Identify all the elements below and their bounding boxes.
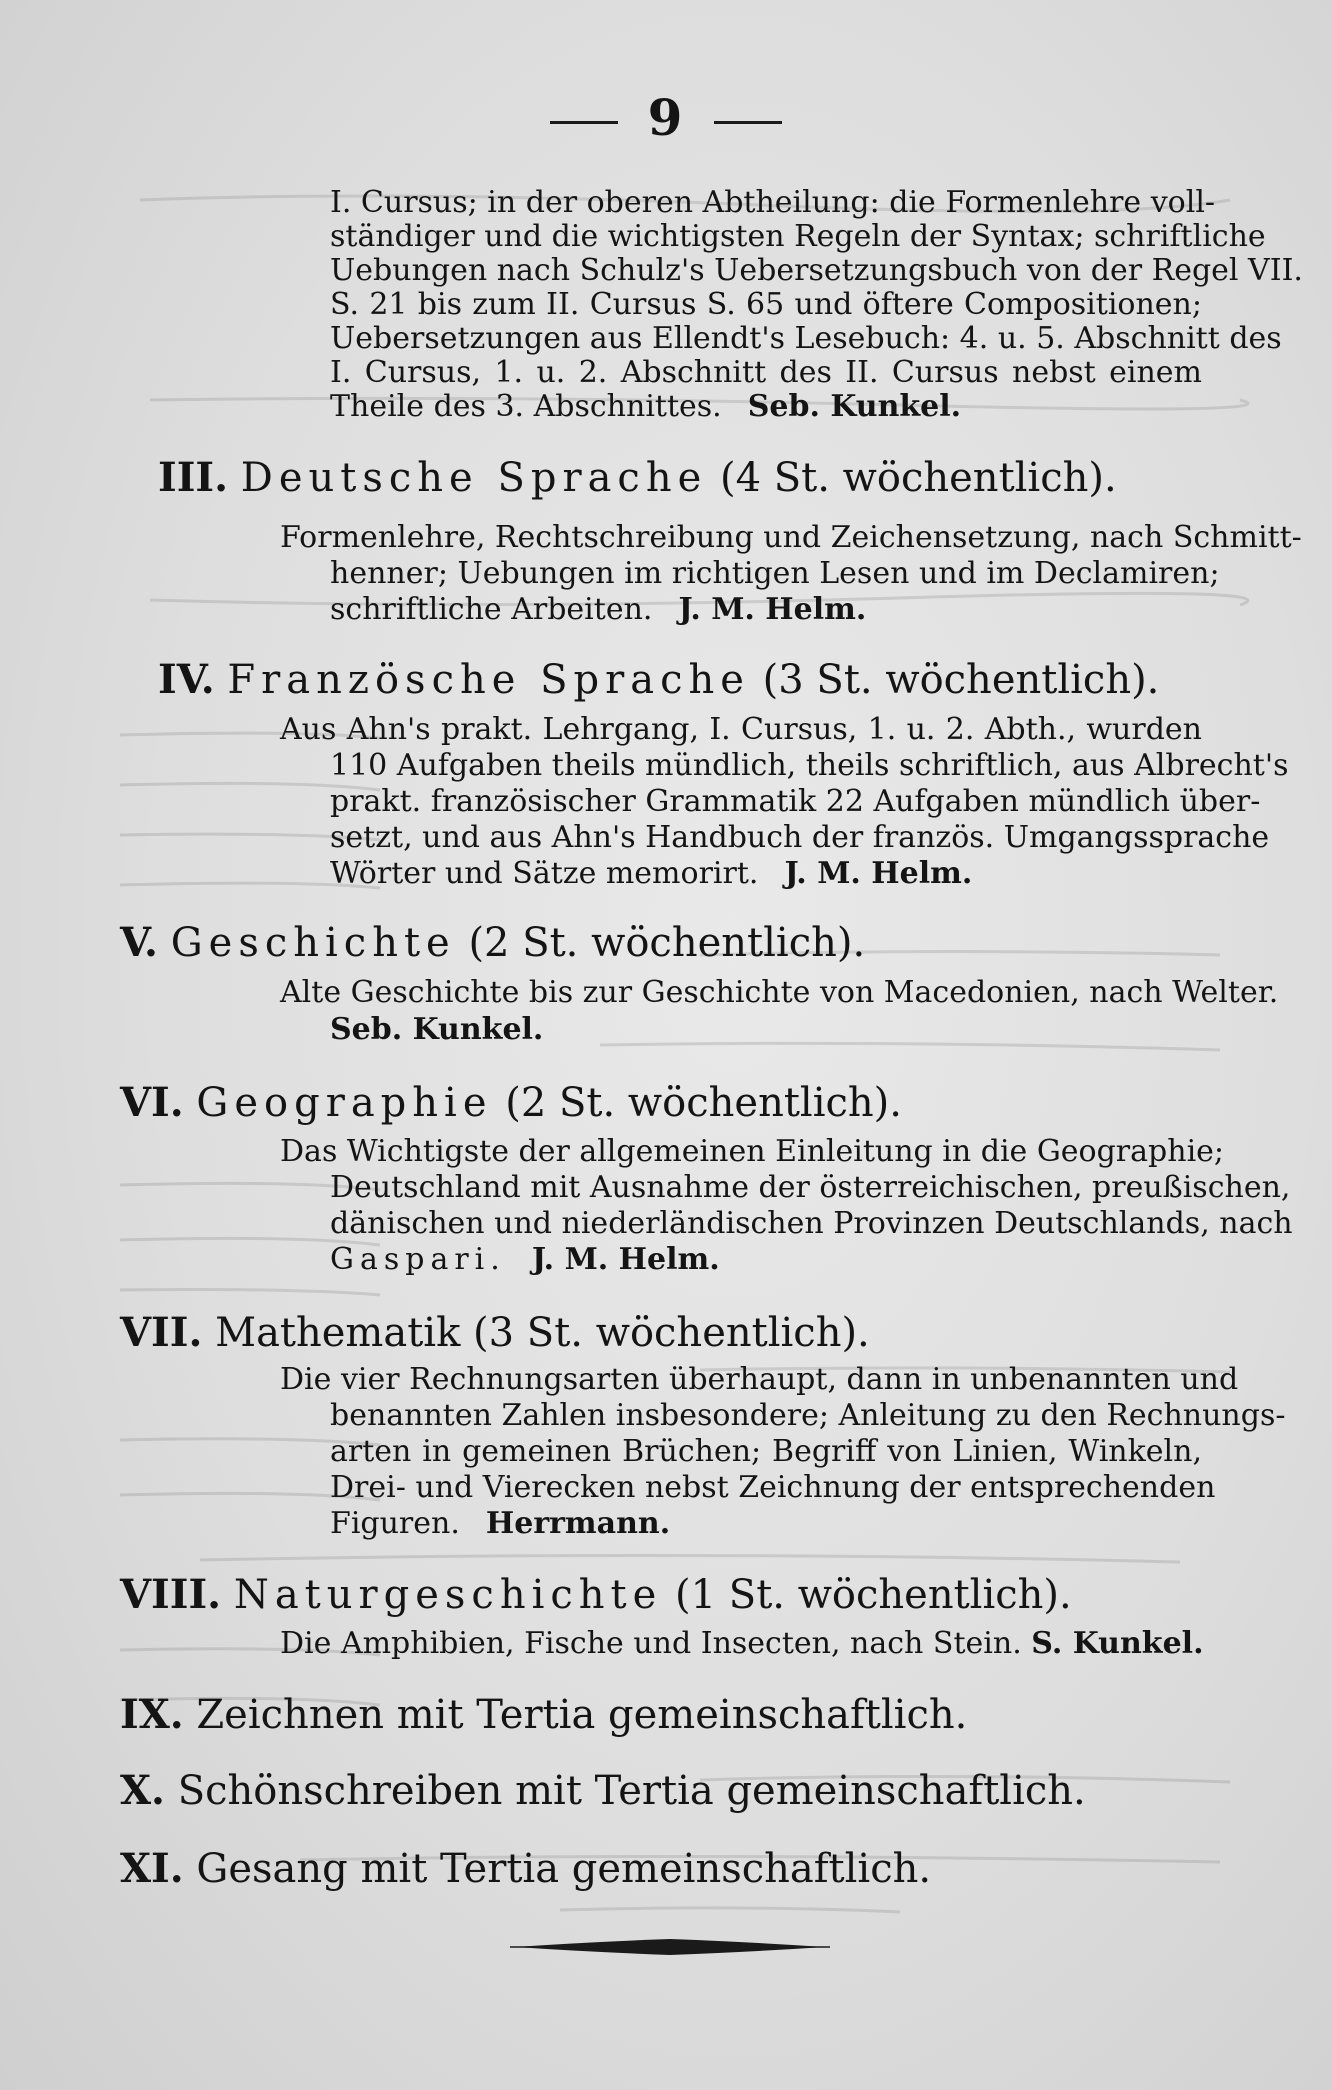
section-number-vii: VII. (120, 1309, 203, 1356)
section-text-xi: Gesang mit Tertia gemeinschaftlich. (196, 1846, 932, 1892)
section-heading-iii (158, 455, 1117, 501)
section-hours-iii: (4 St. wöchentlich). (719, 455, 1117, 501)
section-iv-last-text: Wörter und Sätze memorirt. (330, 856, 759, 891)
section-viii-teacher: S. Kunkel. (1031, 1626, 1204, 1661)
section-heading-v (120, 920, 865, 966)
section-vii-line-3: arten in gemeinen Brüchen; Begriff von Linien, Winkeln, (330, 1434, 1202, 1469)
intro-last-text: Theile des 3. Abschnittes. (330, 389, 722, 424)
section-v-teacher: Seb. Kunkel. (330, 1012, 544, 1047)
section-iv-line-1: Aus Ahn's prakt. Lehrgang, I. Cursus, 1. u. 2. Abth., wurden (280, 712, 1202, 747)
section-vii-line-4: Drei- und Vierecken nebst Zeichnung der entsprechenden (330, 1470, 1216, 1505)
section-title-v: Geschichte (170, 920, 456, 966)
left-dash (550, 121, 618, 124)
section-heading-xi (120, 1846, 931, 1892)
section-iii-line-1: Formenlehre, Rechtschreibung und Zeichensetzung, nach Schmitt- (280, 520, 1302, 555)
section-hours-v: (2 St. wöchentlich). (468, 920, 866, 966)
section-iv-last-line (330, 856, 972, 892)
section-iv-teacher: J. M. Helm. (784, 856, 973, 891)
section-vii-line-1: Die vier Rechnungsarten überhaupt, dann in unbenannten und (280, 1362, 1239, 1397)
right-dash (714, 121, 782, 124)
section-vi-teacher: J. M. Helm. (531, 1242, 720, 1277)
section-heading-vii (120, 1310, 870, 1356)
section-iv-line-3: prakt. französischer Grammatik 22 Aufgaben mündlich über- (330, 784, 1261, 819)
section-title-vii: Mathematik (215, 1310, 461, 1356)
section-hours-viii: (1 St. wöchentlich). (675, 1572, 1072, 1618)
page-number-text: 9 (647, 88, 685, 147)
section-title-vi: Geographie (196, 1080, 493, 1126)
section-number-vi: VI. (120, 1079, 184, 1126)
section-hours-vi: (2 St. wöchentlich). (505, 1080, 902, 1126)
section-number-viii: VIII. (120, 1571, 222, 1618)
section-number-x: X. (120, 1767, 165, 1814)
section-iii-last-text: schriftliche Arbeiten. (330, 592, 653, 627)
section-vii-last-line (330, 1506, 670, 1542)
intro-line-6: I. Cursus, 1. u. 2. Abschnitt des II. Cursus nebst einem (330, 355, 1202, 390)
section-number-iii: III. (158, 454, 229, 501)
section-iii-teacher: J. M. Helm. (678, 592, 867, 627)
section-heading-iv (158, 657, 1159, 703)
section-title-iv: Französche Sprache (227, 657, 750, 703)
section-text-x: Schönschreiben mit Tertia gemeinschaftlich. (177, 1768, 1086, 1814)
section-title-iii: Deutsche Sprache (240, 455, 708, 501)
section-number-ix: IX. (120, 1691, 184, 1738)
section-heading-viii (120, 1572, 1072, 1618)
section-iii-last-line (330, 592, 866, 628)
section-heading-vi (120, 1080, 902, 1126)
section-vii-last-text: Figuren. (330, 1506, 460, 1541)
section-number-iv: IV. (158, 656, 215, 703)
section-iv-line-2: 110 Aufgaben theils mündlich, theils schriftlich, aus Albrecht's (330, 748, 1289, 783)
section-vi-last-text: Gaspari. (330, 1242, 506, 1277)
section-hours-vii: (3 St. wöchentlich). (473, 1310, 870, 1356)
section-vii-line-2: benannten Zahlen insbesondere; Anleitung zu den Rechnungs- (330, 1398, 1286, 1433)
section-number-v: V. (120, 919, 158, 966)
section-hours-iv: (3 St. wöchentlich). (762, 657, 1160, 703)
section-heading-ix (120, 1692, 967, 1738)
section-vii-teacher: Herrmann. (485, 1506, 671, 1541)
intro-line-5: Uebersetzungen aus Ellendt's Lesebuch: 4. u. 5. Abschnitt des (330, 321, 1282, 356)
section-vi-line-2: Deutschland mit Ausnahme der österreichischen, preußischen, (330, 1170, 1291, 1205)
section-iv-line-4: setzt, und aus Ahn's Handbuch der französ. Umgangssprache (330, 820, 1270, 855)
intro-teacher: Seb. Kunkel. (747, 389, 962, 424)
section-vi-last-line (330, 1242, 720, 1278)
section-text-ix: Zeichnen mit Tertia gemeinschaftlich. (196, 1692, 968, 1738)
section-viii-text: Die Amphibien, Fische und Insecten, nach Stein. (280, 1626, 1022, 1661)
page-number (0, 88, 1332, 147)
section-title-viii: Naturgeschichte (233, 1572, 663, 1618)
intro-line-3: Uebungen nach Schulz's Uebersetzungsbuch von der Regel VII. (330, 253, 1303, 288)
section-viii-line (280, 1626, 1202, 1662)
section-vi-line-3: dänischen und niederländischen Provinzen Deutschlands, nach (330, 1206, 1293, 1241)
section-heading-x (120, 1768, 1086, 1814)
section-number-xi: XI. (120, 1845, 184, 1892)
section-iii-line-2: henner; Uebungen im richtigen Lesen und im Declamiren; (330, 556, 1220, 591)
intro-line-4: S. 21 bis zum II. Cursus S. 65 und öftere Compositionen; (330, 287, 1202, 322)
intro-last-line (330, 389, 961, 425)
section-v-line-1: Alte Geschichte bis zur Geschichte von Macedonien, nach Welter. (280, 975, 1279, 1010)
intro-line-1: I. Cursus; in der oberen Abtheilung: die Formenlehre voll- (330, 185, 1216, 220)
section-vi-line-1: Das Wichtigste der allgemeinen Einleitung in die Geographie; (280, 1134, 1225, 1169)
intro-line-2: ständiger und die wichtigsten Regeln der Syntax; schriftliche (330, 219, 1266, 254)
end-ornament (510, 1936, 830, 1958)
